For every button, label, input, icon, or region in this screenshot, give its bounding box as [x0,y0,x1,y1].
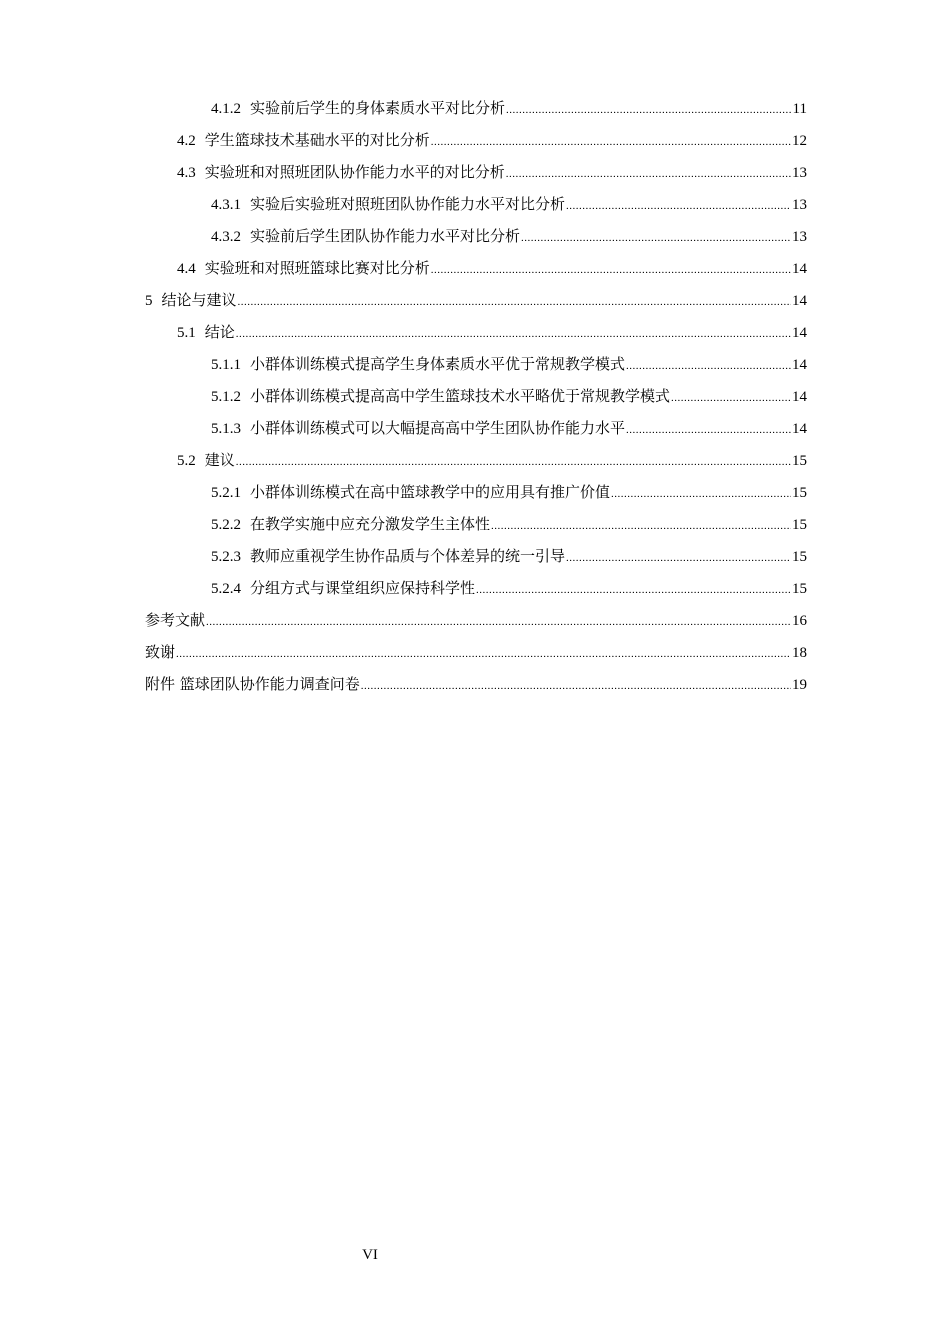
toc-entry-title: 实验前后学生团队协作能力水平对比分析 [250,227,521,245]
toc-dot-leader [476,574,791,606]
toc-entry-number: 5.2.1 [211,485,241,501]
toc-entry-title: 参考文献 [145,611,206,629]
toc-entry-4-3[interactable] [145,156,807,188]
toc-entry-title: 附件 篮球团队协作能力调查问卷 [145,675,360,693]
toc-entry-page: 15 [792,453,807,469]
toc-entry-page: 14 [792,421,807,437]
toc-dot-leader [521,222,791,254]
toc-dot-leader [236,446,791,478]
toc-entry-4-3-1[interactable] [145,188,807,220]
toc-entry-title: 结论 [204,323,235,341]
toc-entry-5-2-2[interactable] [145,508,807,540]
toc-entry-title: 实验班和对照班团队协作能力水平的对比分析 [204,163,505,181]
toc-entry-page: 19 [792,677,807,693]
toc-entry-title: 小群体训练模式提高高中学生篮球技术水平略优于常规教学模式 [250,387,671,405]
toc-dot-leader [176,638,791,670]
toc-dot-leader [491,510,791,542]
toc-dot-leader [361,670,791,702]
toc-entry-number: 5.1 [177,325,196,341]
toc-dot-leader [611,478,791,510]
toc-entry-page: 14 [792,261,807,277]
toc-entry-title: 小群体训练模式提高学生身体素质水平优于常规教学模式 [250,355,626,373]
toc-entry-title: 小群体训练模式在高中篮球教学中的应用具有推广价值 [250,483,611,501]
toc-dot-leader [566,190,791,222]
toc-entry-page: 12 [792,133,807,149]
toc-entry-page: 14 [792,293,807,309]
table-of-contents [145,92,807,700]
toc-entry-page: 15 [792,581,807,597]
toc-entry-page: 15 [792,549,807,565]
toc-entry-number: 4.3.2 [211,229,241,245]
toc-entry-4-4[interactable] [145,252,807,284]
toc-entry-title: 致谢 [145,643,176,661]
toc-entry-4-1-2[interactable] [145,92,807,124]
toc-entry-title: 在教学实施中应充分激发学生主体性 [250,515,491,533]
toc-entry-number: 5.2.3 [211,549,241,565]
toc-entry-5-1-1[interactable] [145,348,807,380]
toc-entry-title: 分组方式与课堂组织应保持科学性 [250,579,476,597]
toc-entry-title: 建议 [204,451,235,469]
toc-entry-page: 13 [792,197,807,213]
toc-entry-5-2-3[interactable] [145,540,807,572]
toc-entry-number: 5.1.1 [211,357,241,373]
toc-entry-5-2[interactable] [145,444,807,476]
toc-entry-page: 15 [792,517,807,533]
toc-entry-title: 实验后实验班对照班团队协作能力水平对比分析 [250,195,566,213]
toc-entry-number: 4.4 [177,261,196,277]
toc-entry-page: 15 [792,485,807,501]
toc-entry-page: 13 [792,229,807,245]
toc-entry-5-1[interactable] [145,316,807,348]
toc-dot-leader [506,158,791,190]
toc-entry-number: 4.3.1 [211,197,241,213]
toc-entry-page: 18 [792,645,807,661]
toc-entry-references[interactable] [145,604,807,636]
toc-dot-leader [671,382,791,414]
toc-entry-number: 4.3 [177,165,196,181]
toc-entry-5-1-3[interactable] [145,412,807,444]
toc-dot-leader [566,542,791,574]
toc-entry-page: 14 [792,389,807,405]
toc-dot-leader [238,286,791,318]
toc-entry-5-2-4[interactable] [145,572,807,604]
toc-entry-number: 5.2 [177,453,196,469]
toc-entry-number: 5.1.3 [211,421,241,437]
toc-entry-title: 结论与建议 [161,291,237,309]
toc-entry-appendix[interactable] [145,668,807,700]
toc-dot-leader [236,318,791,350]
toc-entry-page: 11 [792,101,807,117]
toc-entry-5-1-2[interactable] [145,380,807,412]
toc-entry-number: 5.2.2 [211,517,241,533]
page-number: VI [362,1247,378,1263]
toc-entry-number: 4.2 [177,133,196,149]
toc-dot-leader [431,126,791,158]
toc-dot-leader [626,350,791,382]
toc-entry-page: 16 [792,613,807,629]
toc-entry-acknowledgements[interactable] [145,636,807,668]
toc-entry-4-3-2[interactable] [145,220,807,252]
toc-entry-title: 小群体训练模式可以大幅提高高中学生团队协作能力水平 [250,419,626,437]
toc-dot-leader [206,606,791,638]
toc-entry-number: 5.1.2 [211,389,241,405]
toc-entry-title: 学生篮球技术基础水平的对比分析 [204,131,430,149]
toc-entry-number: 5 [145,293,153,309]
toc-entry-page: 13 [792,165,807,181]
toc-entry-page: 14 [792,357,807,373]
toc-entry-number: 5.2.4 [211,581,241,597]
toc-dot-leader [431,254,791,286]
toc-entry-4-2[interactable] [145,124,807,156]
toc-entry-number: 4.1.2 [211,101,241,117]
toc-entry-5-2-1[interactable] [145,476,807,508]
toc-entry-page: 14 [792,325,807,341]
toc-dot-leader [626,414,791,446]
toc-entry-title: 教师应重视学生协作品质与个体差异的统一引导 [250,547,566,565]
toc-entry-5[interactable] [145,284,807,316]
toc-dot-leader [506,94,792,126]
toc-entry-title: 实验前后学生的身体素质水平对比分析 [250,99,506,117]
toc-entry-title: 实验班和对照班篮球比赛对比分析 [204,259,430,277]
